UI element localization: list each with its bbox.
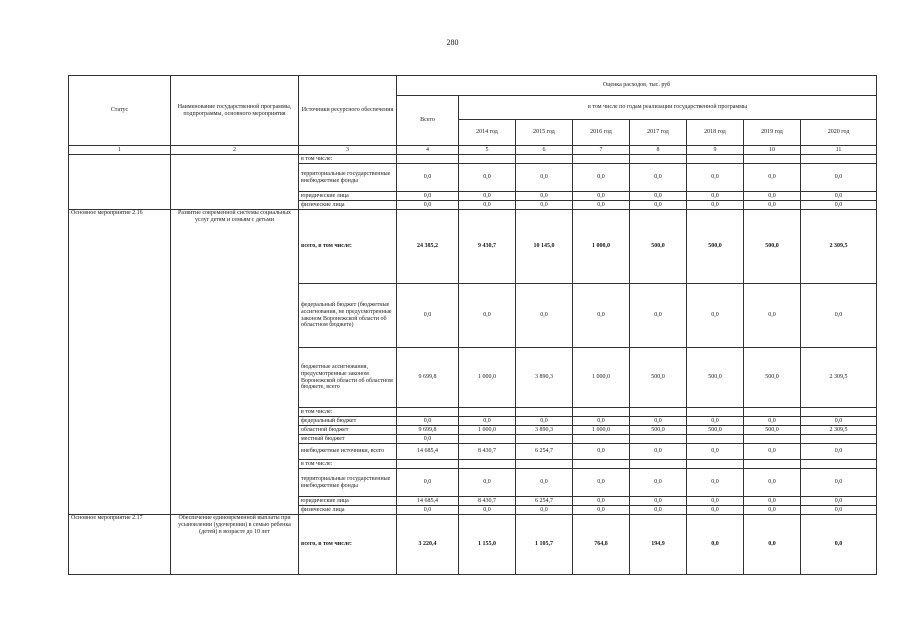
year-value-cell: 500,0 xyxy=(630,348,687,408)
year-value-cell: 0,0 xyxy=(573,192,630,201)
year-value-cell: 0,0 xyxy=(573,506,630,515)
year-value-cell xyxy=(801,435,877,444)
name-cell xyxy=(171,155,299,210)
year-value-cell: 3 890,3 xyxy=(516,426,573,435)
year-value-cell: 0,0 xyxy=(687,164,744,192)
year-value-cell: 0,0 xyxy=(516,192,573,201)
year-value-cell: 0,0 xyxy=(573,164,630,192)
source-cell: в том числе: xyxy=(299,460,397,469)
year-value-cell: 0,0 xyxy=(516,201,573,210)
year-value-cell xyxy=(630,435,687,444)
year-value-cell: 0,0 xyxy=(516,417,573,426)
year-value-cell xyxy=(459,460,516,469)
source-cell: физические лица xyxy=(299,506,397,515)
table-row xyxy=(69,210,877,284)
year-value-cell xyxy=(516,435,573,444)
year-value-cell: 0,0 xyxy=(744,284,801,348)
source-cell: областной бюджет xyxy=(299,426,397,435)
year-value-cell xyxy=(687,408,744,417)
year-value-cell: 0,0 xyxy=(801,201,877,210)
col-number: 8 xyxy=(630,146,687,155)
year-value-cell: 0,0 xyxy=(687,469,744,497)
year-value-cell: 0,0 xyxy=(630,417,687,426)
year-value-cell: 0,0 xyxy=(630,506,687,515)
year-value-cell xyxy=(573,435,630,444)
header-year: 2014 год xyxy=(459,120,516,146)
year-value-cell: 0,0 xyxy=(516,164,573,192)
year-value-cell: 0,0 xyxy=(687,284,744,348)
year-value-cell: 9 430,7 xyxy=(459,210,516,284)
year-value-cell xyxy=(573,408,630,417)
year-value-cell: 8 430,7 xyxy=(459,497,516,506)
total-cell: 0,0 xyxy=(397,506,459,515)
year-value-cell: 500,0 xyxy=(687,210,744,284)
header-year: 2016 год xyxy=(573,120,630,146)
header-estimate: Оценка расходов, тыс. руб xyxy=(397,76,877,96)
year-value-cell xyxy=(801,408,877,417)
year-value-cell: 1 000,0 xyxy=(459,426,516,435)
year-value-cell: 0,0 xyxy=(573,444,630,460)
year-value-cell: 1 000,0 xyxy=(573,348,630,408)
year-value-cell: 1 155,0 xyxy=(459,515,516,575)
year-value-cell: 1 000,0 xyxy=(573,426,630,435)
total-cell: 14 685,4 xyxy=(397,444,459,460)
year-value-cell: 764,8 xyxy=(573,515,630,575)
year-value-cell xyxy=(744,435,801,444)
year-value-cell xyxy=(573,155,630,164)
year-value-cell: 0,0 xyxy=(516,506,573,515)
year-value-cell: 0,0 xyxy=(573,284,630,348)
year-value-cell: 0,0 xyxy=(573,497,630,506)
year-value-cell: 0,0 xyxy=(516,469,573,497)
year-value-cell xyxy=(801,155,877,164)
year-value-cell: 6 254,7 xyxy=(516,497,573,506)
total-cell: 0,0 xyxy=(397,435,459,444)
col-number: 6 xyxy=(516,146,573,155)
year-value-cell xyxy=(744,155,801,164)
header-status: Статус xyxy=(69,76,171,146)
year-value-cell: 0,0 xyxy=(687,497,744,506)
col-number: 9 xyxy=(687,146,744,155)
total-cell: 0,0 xyxy=(397,284,459,348)
year-value-cell: 0,0 xyxy=(744,192,801,201)
year-value-cell: 0,0 xyxy=(459,192,516,201)
source-cell: внебюджетные источники, всего xyxy=(299,444,397,460)
year-value-cell: 0,0 xyxy=(573,469,630,497)
total-cell: 9 699,8 xyxy=(397,348,459,408)
col-number: 2 xyxy=(171,146,299,155)
col-number: 7 xyxy=(573,146,630,155)
name-cell: Обеспечение единовременной выплаты при усыновлении (удочерении) в семью ребенка (детей) в возрасте до 10 лет xyxy=(171,515,299,575)
col-number: 4 xyxy=(397,146,459,155)
year-value-cell: 500,0 xyxy=(744,426,801,435)
year-value-cell xyxy=(459,155,516,164)
year-value-cell: 8 430,7 xyxy=(459,444,516,460)
total-cell: 0,0 xyxy=(397,417,459,426)
year-value-cell: 0,0 xyxy=(744,417,801,426)
header-year: 2018 год xyxy=(687,120,744,146)
year-value-cell: 0,0 xyxy=(687,444,744,460)
source-cell: территориальные государственные внебюджетные фонды xyxy=(299,164,397,192)
year-value-cell: 2 309,5 xyxy=(801,210,877,284)
total-cell: 0,0 xyxy=(397,201,459,210)
year-value-cell: 0,0 xyxy=(801,417,877,426)
year-value-cell xyxy=(687,435,744,444)
year-value-cell: 0,0 xyxy=(801,497,877,506)
year-value-cell: 194,9 xyxy=(630,515,687,575)
source-cell: всего, в том числе: xyxy=(299,210,397,284)
year-value-cell: 0,0 xyxy=(744,201,801,210)
year-value-cell: 0,0 xyxy=(630,201,687,210)
year-value-cell xyxy=(459,408,516,417)
source-cell: территориальные государственные внебюджетные фонды xyxy=(299,469,397,497)
year-value-cell xyxy=(516,408,573,417)
year-value-cell: 0,0 xyxy=(516,284,573,348)
year-value-cell: 0,0 xyxy=(744,506,801,515)
year-value-cell: 0,0 xyxy=(630,444,687,460)
header-year: 2017 год xyxy=(630,120,687,146)
col-number: 5 xyxy=(459,146,516,155)
year-value-cell: 0,0 xyxy=(459,164,516,192)
year-value-cell: 0,0 xyxy=(744,515,801,575)
year-value-cell: 1 105,7 xyxy=(516,515,573,575)
year-value-cell xyxy=(630,155,687,164)
year-value-cell: 500,0 xyxy=(744,348,801,408)
year-value-cell xyxy=(459,435,516,444)
total-cell: 0,0 xyxy=(397,469,459,497)
year-value-cell: 0,0 xyxy=(630,284,687,348)
year-value-cell: 1 000,0 xyxy=(573,210,630,284)
col-number: 10 xyxy=(744,146,801,155)
year-value-cell: 0,0 xyxy=(459,469,516,497)
year-value-cell: 0,0 xyxy=(801,284,877,348)
total-cell: 24 385,2 xyxy=(397,210,459,284)
year-value-cell: 0,0 xyxy=(687,192,744,201)
year-value-cell: 0,0 xyxy=(459,506,516,515)
col-number: 3 xyxy=(299,146,397,155)
total-cell: 14 685,4 xyxy=(397,497,459,506)
header-year: 2019 год xyxy=(744,120,801,146)
year-value-cell: 500,0 xyxy=(687,348,744,408)
source-cell: федеральный бюджет (бюджетные ассигнования, не предусмотренные законом Воронежской области об областном бюджете) xyxy=(299,284,397,348)
year-value-cell: 0,0 xyxy=(801,515,877,575)
year-value-cell: 0,0 xyxy=(630,164,687,192)
table-row xyxy=(69,515,877,575)
year-value-cell xyxy=(630,460,687,469)
year-value-cell: 500,0 xyxy=(744,210,801,284)
page-number: 280 xyxy=(446,38,459,47)
year-value-cell: 0,0 xyxy=(573,201,630,210)
header-total: Всего xyxy=(397,96,459,146)
header-year: 2015 год xyxy=(516,120,573,146)
year-value-cell: 0,0 xyxy=(630,497,687,506)
year-value-cell xyxy=(630,408,687,417)
year-value-cell: 0,0 xyxy=(801,444,877,460)
year-value-cell: 500,0 xyxy=(630,210,687,284)
year-value-cell: 0,0 xyxy=(459,284,516,348)
year-value-cell: 0,0 xyxy=(801,469,877,497)
header-source: Источники ресурсного обеспечения xyxy=(299,76,397,146)
status-cell: Основное мероприятие 2.17 xyxy=(69,515,171,575)
year-value-cell: 2 309,5 xyxy=(801,348,877,408)
source-cell: бюджетные ассигнования, предусмотренные законом Воронежской области об областном бюджете, всего xyxy=(299,348,397,408)
year-value-cell: 0,0 xyxy=(687,201,744,210)
source-cell: местный бюджет xyxy=(299,435,397,444)
year-value-cell: 500,0 xyxy=(687,426,744,435)
year-value-cell xyxy=(516,155,573,164)
source-cell: в том числе: xyxy=(299,408,397,417)
year-value-cell: 0,0 xyxy=(801,506,877,515)
source-cell: физические лица xyxy=(299,201,397,210)
year-value-cell: 0,0 xyxy=(630,192,687,201)
year-value-cell xyxy=(744,460,801,469)
total-cell xyxy=(397,460,459,469)
total-cell: 9 699,8 xyxy=(397,426,459,435)
budget-table xyxy=(68,75,877,575)
year-value-cell xyxy=(516,460,573,469)
year-value-cell: 0,0 xyxy=(744,497,801,506)
year-value-cell: 0,0 xyxy=(744,469,801,497)
year-value-cell: 3 890,3 xyxy=(516,348,573,408)
year-value-cell: 0,0 xyxy=(573,417,630,426)
year-value-cell: 2 309,5 xyxy=(801,426,877,435)
total-cell xyxy=(397,408,459,417)
total-cell: 0,0 xyxy=(397,192,459,201)
col-number: 11 xyxy=(801,146,877,155)
source-cell: юридические лица xyxy=(299,497,397,506)
year-value-cell: 6 254,7 xyxy=(516,444,573,460)
source-cell: юридические лица xyxy=(299,192,397,201)
year-value-cell: 0,0 xyxy=(744,444,801,460)
header-name: Наименование государственной программы, подпрограммы, основного мероприятия xyxy=(171,76,299,146)
source-cell: федеральный бюджет xyxy=(299,417,397,426)
year-value-cell xyxy=(687,155,744,164)
year-value-cell: 0,0 xyxy=(459,201,516,210)
total-cell: 0,0 xyxy=(397,164,459,192)
total-cell xyxy=(397,155,459,164)
year-value-cell: 10 145,0 xyxy=(516,210,573,284)
year-value-cell: 0,0 xyxy=(801,164,877,192)
year-value-cell: 0,0 xyxy=(459,417,516,426)
status-cell: Основное мероприятие 2.16 xyxy=(69,210,171,515)
col-number: 1 xyxy=(69,146,171,155)
source-cell: в том числе: xyxy=(299,155,397,164)
year-value-cell xyxy=(573,460,630,469)
year-value-cell: 0,0 xyxy=(630,469,687,497)
total-cell: 3 220,4 xyxy=(397,515,459,575)
source-cell: всего, в том числе: xyxy=(299,515,397,575)
status-cell xyxy=(69,155,171,210)
year-value-cell: 0,0 xyxy=(744,164,801,192)
year-value-cell xyxy=(744,408,801,417)
year-value-cell: 0,0 xyxy=(687,515,744,575)
year-value-cell: 0,0 xyxy=(687,506,744,515)
year-value-cell: 0,0 xyxy=(801,192,877,201)
year-value-cell xyxy=(801,460,877,469)
year-value-cell xyxy=(687,460,744,469)
name-cell: Развитие современной системы социальных услуг детям и семьям с детьми xyxy=(171,210,299,515)
header-year: 2020 год xyxy=(801,120,877,146)
year-value-cell: 500,0 xyxy=(630,426,687,435)
header-by-years: в том числе по годам реализации государственной программы xyxy=(459,96,877,120)
year-value-cell: 0,0 xyxy=(687,417,744,426)
year-value-cell: 1 000,0 xyxy=(459,348,516,408)
table-row xyxy=(69,155,877,164)
